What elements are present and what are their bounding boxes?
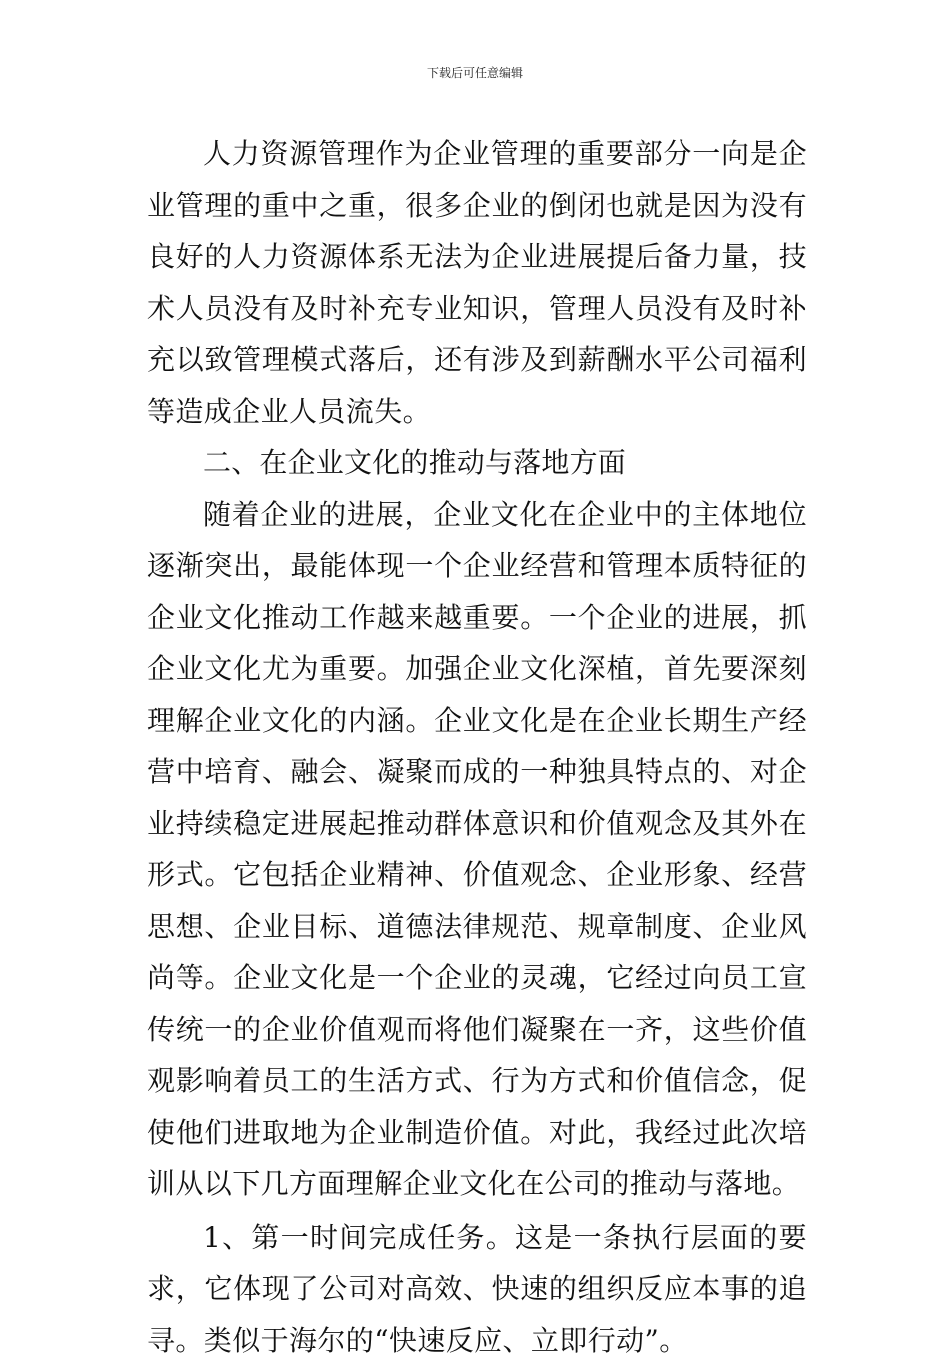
page-header-note: 下载后可任意编辑 bbox=[0, 66, 950, 80]
paragraph-hr-management: 人力资源管理作为企业管理的重要部分一向是企业管理的重中之重，很多企业的倒闭也就是因为没有良好的人力资源体系无法为企业进展提后备力量，技术人员没有及时补充专业知识，管理人员没有及时补充以致管理模式落后，还有涉及到薪酬水平公司福利等造成企业人员流失。 bbox=[147, 128, 807, 437]
paragraph-corporate-culture: 随着企业的进展，企业文化在企业中的主体地位逐渐突出，最能体现一个企业经营和管理本质特征的企业文化推动工作越来越重要。一个企业的进展，抓企业文化尤为重要。加强企业文化深植，首先要深刻理解企业文化的内涵。企业文化是在企业长期生产经营中培育、融会、凝聚而成的一种独具特点的、对企业持续稳定进展起推动群体意识和价值观念及其外在形式。它包括企业精神、价值观念、企业形象、经营思想、企业目标、道德法律规范、规章制度、企业风尚等。企业文化是一个企业的灵魂，它经过向员工宣传统一的企业价值观而将他们凝聚在一齐，这些价值观影响着员工的生活方式、行为方式和价值信念，促使他们进取地为企业制造价值。对此，我经过此次培训从以下几方面理解企业文化在公司的推动与落地。 bbox=[147, 489, 807, 1210]
list-item-first-point: 1、第一时间完成任务。这是一条执行层面的要求，它体现了公司对高效、快速的组织反应本事的追寻。类似于海尔的“快速反应、立即行动”。 bbox=[147, 1212, 807, 1366]
section-heading-corporate-culture: 二、在企业文化的推动与落地方面 bbox=[147, 437, 807, 489]
document-body bbox=[147, 128, 807, 1366]
